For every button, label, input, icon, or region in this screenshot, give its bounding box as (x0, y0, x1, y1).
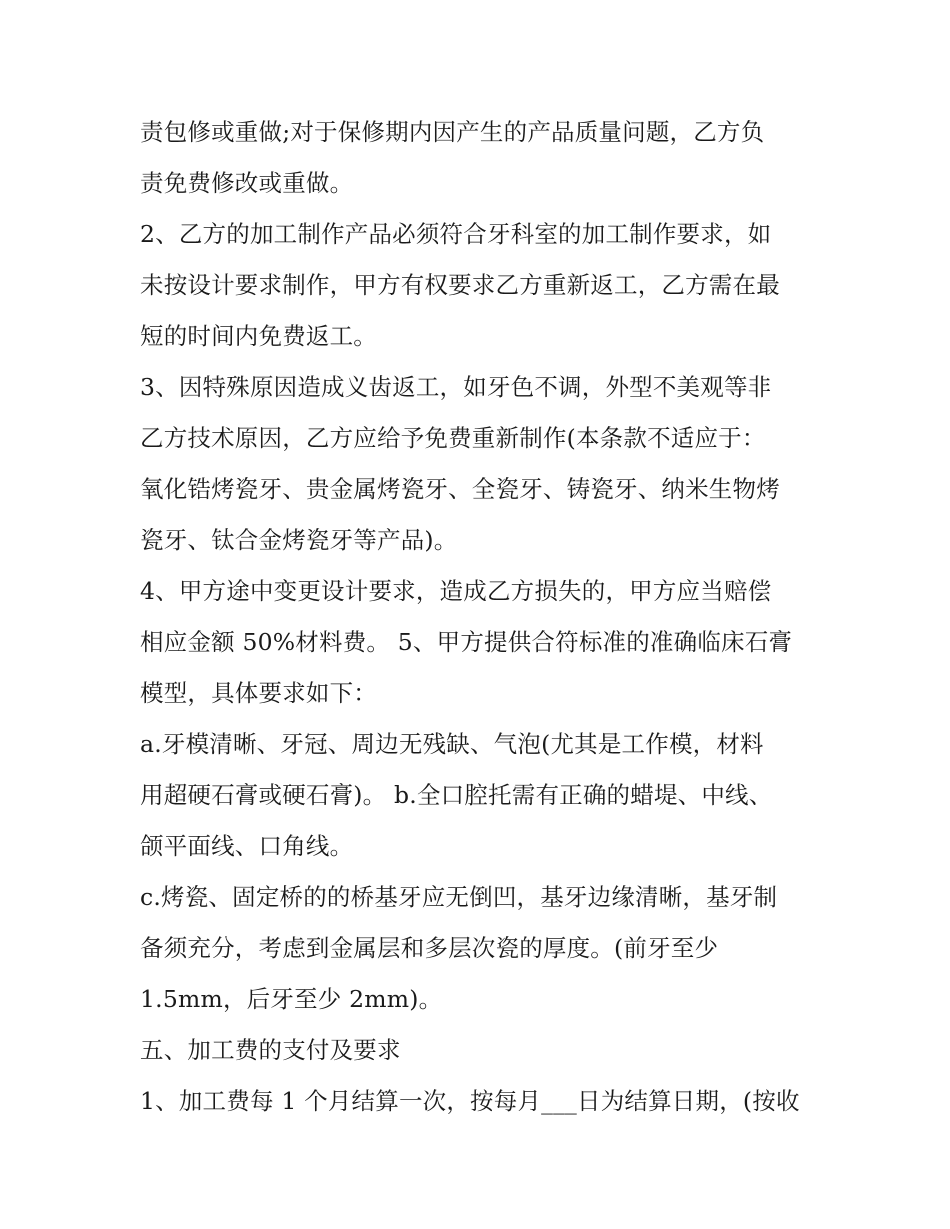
text-line: 2、乙方的加工制作产品必须符合牙科室的加工制作要求，如 (140, 220, 772, 248)
text-line: 模型，具体要求如下： (140, 679, 377, 707)
text-line: 责免费修改或重做。 (140, 169, 354, 197)
text-line: 3、因特殊原因造成义齿返工，如牙色不调，外型不美观等非 (140, 373, 772, 401)
document-body (140, 107, 830, 1127)
text-line: 4、甲方途中变更设计要求，造成乙方损失的，甲方应当赔偿 (140, 577, 772, 605)
text-line: 瓷牙、钛合金烤瓷牙等产品)。 (140, 526, 458, 554)
text-line: 1、加工费每 1 个月结算一次，按每月___日为结算日期，(按收 (140, 1087, 800, 1115)
text-line: 未按设计要求制作，甲方有权要求乙方重新返工，乙方需在最 (140, 271, 780, 299)
text-line: 相应金额 50%材料费。 5、甲方提供合符标准的准确临床石膏 (140, 628, 793, 656)
text-line: 乙方技术原因，乙方应给予免费重新制作(本条款不适应于： (140, 424, 766, 452)
text-line: 备须充分，考虑到金属层和多层次瓷的厚度。(前牙至少 (140, 934, 719, 962)
text-line: 氧化锆烤瓷牙、贵金属烤瓷牙、全瓷牙、铸瓷牙、纳米生物烤 (140, 475, 780, 503)
text-line: 1.5mm，后牙至少 2mm)。 (140, 985, 443, 1013)
text-line: c.烤瓷、固定桥的的桥基牙应无倒凹，基牙边缘清晰，基牙制 (140, 883, 778, 911)
text-line: 责包修或重做;对于保修期内因产生的产品质量问题，乙方负 (140, 118, 765, 146)
text-line: 用超硬石膏或硬石膏)。 b.全口腔托需有正确的蜡堤、中线、 (140, 781, 773, 809)
text-line: 颌平面线、口角线。 (140, 832, 354, 860)
text-line: 短的时间内免费返工。 (140, 322, 377, 350)
text-line: a.牙模清晰、牙冠、周边无残缺、气泡(尤其是工作模，材料 (140, 730, 764, 758)
section-heading: 五、加工费的支付及要求 (140, 1036, 401, 1064)
